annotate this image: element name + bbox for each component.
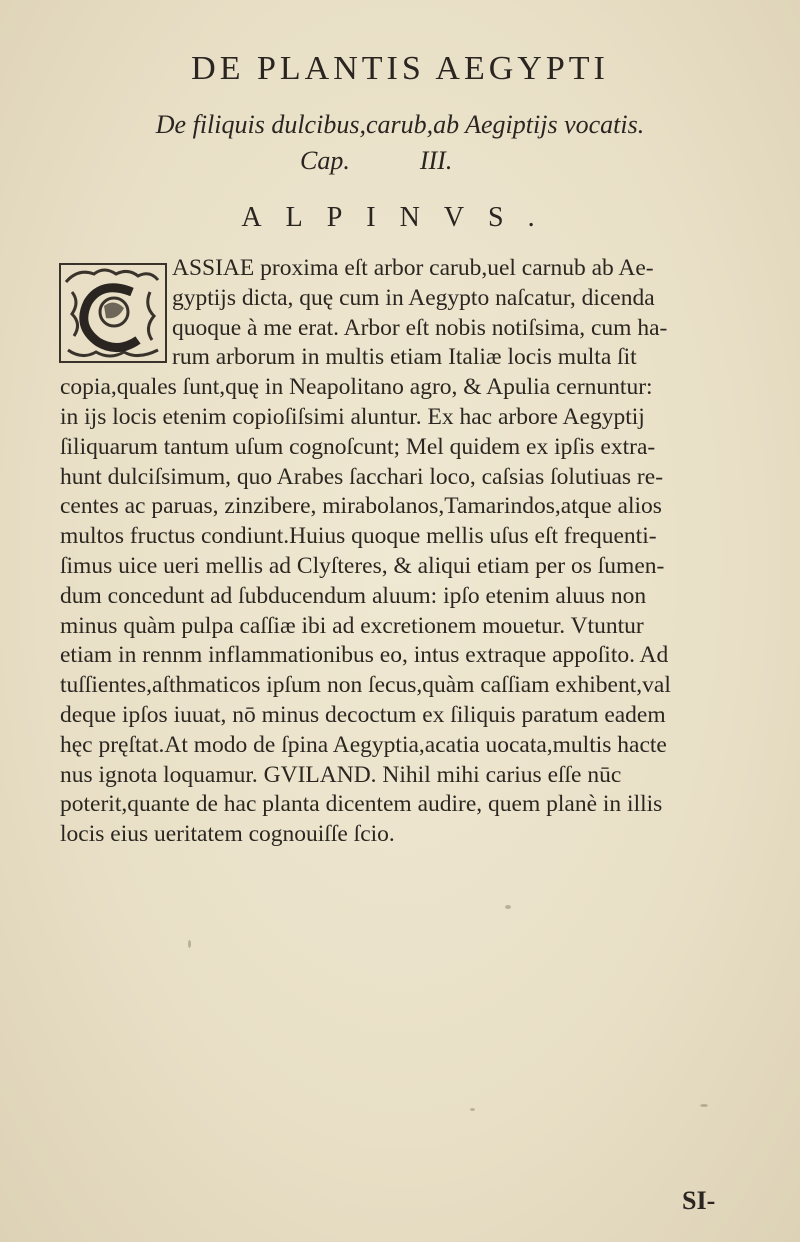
paper-speck [188, 940, 191, 948]
speaker-name: ALPINVS. [241, 202, 559, 233]
text-line: poterit,quante de hac planta dicentem audire, quem planè in illis [60, 791, 663, 818]
paper-speck [470, 1108, 475, 1111]
running-head: DE PLANTIS AEGYPTI [191, 50, 609, 87]
text-line: dum concedunt ad ſubducendum aluum: ipſo etenim aluus non [60, 582, 647, 609]
text-line: in ijs locis etenim copioſiſsimi aluntur. Ex hac arbore Aegyptij [60, 403, 645, 430]
body-text [60, 254, 760, 850]
chapter-title: De filiquis dulcibus,carub,ab Aegiptijs vocatis. [155, 110, 645, 139]
folio-signature: SI- [682, 1186, 716, 1215]
text-line: gyptijs dicta, quę cum in Aegypto naſcatur, dicenda [172, 284, 655, 311]
text-line: multos fructus condiunt.Huius quoque mellis uſus eſt frequenti- [60, 523, 657, 550]
chapter-label: Cap. [300, 146, 350, 175]
text-line: hunt dulciſsimum, quo Arabes ſacchari loco, caſsias ſolutiuas re- [60, 463, 664, 490]
text-line: minus quàm pulpa caſſiæ ibi ad excretionem mouetur. Vtuntur [60, 612, 644, 639]
text-line: centes ac paruas, zinzibere, mirabolanos,Tamarindos,atque alios [60, 493, 662, 520]
text-line: deque ipſos iuuat, nō minus decoctum ex ſiliquis paratum eadem [60, 701, 666, 728]
text-line: quoque à me erat. Arbor eſt nobis notiſsima, cum ha- [172, 314, 668, 341]
text-line: ſimus uice ueri mellis ad Clyſteres, & aliqui etiam per os ſumen- [60, 552, 665, 579]
text-line: ASSIAE proxima eſt arbor carub,uel carnub ab Ae- [172, 255, 654, 281]
text-line: copia,quales ſunt,quę in Neapolitano agro, & Apulia cernuntur: [60, 374, 653, 401]
text-line: nus ignota loquamur. GVILAND. Nihil mihi carius eſſe nūc [60, 761, 622, 788]
chapter-numeral: III. [419, 146, 453, 175]
paper-speck [700, 1104, 708, 1107]
chapter-number [300, 146, 540, 176]
text-line: ſiliquarum tantum uſum cognoſcunt; Mel quidem ex ipſis extra- [60, 433, 656, 460]
text-line: tuſſientes,aſthmaticos ipſum non ſecus,quàm caſſiam exhibent,val [60, 672, 671, 699]
text-line: locis eius ueritatem cognouiſſe ſcio. [60, 821, 395, 848]
text-line: hęc pręſtat.At modo de ſpina Aegyptia,acatia uocata,multis hacte [60, 731, 667, 758]
text-line: etiam in rennm inflammationibus eo, intus extraque appoſito. Ad [60, 642, 669, 669]
text-line: rum arborum in multis etiam Italiæ locis multa ſit [172, 344, 637, 371]
paper-speck [505, 905, 511, 909]
